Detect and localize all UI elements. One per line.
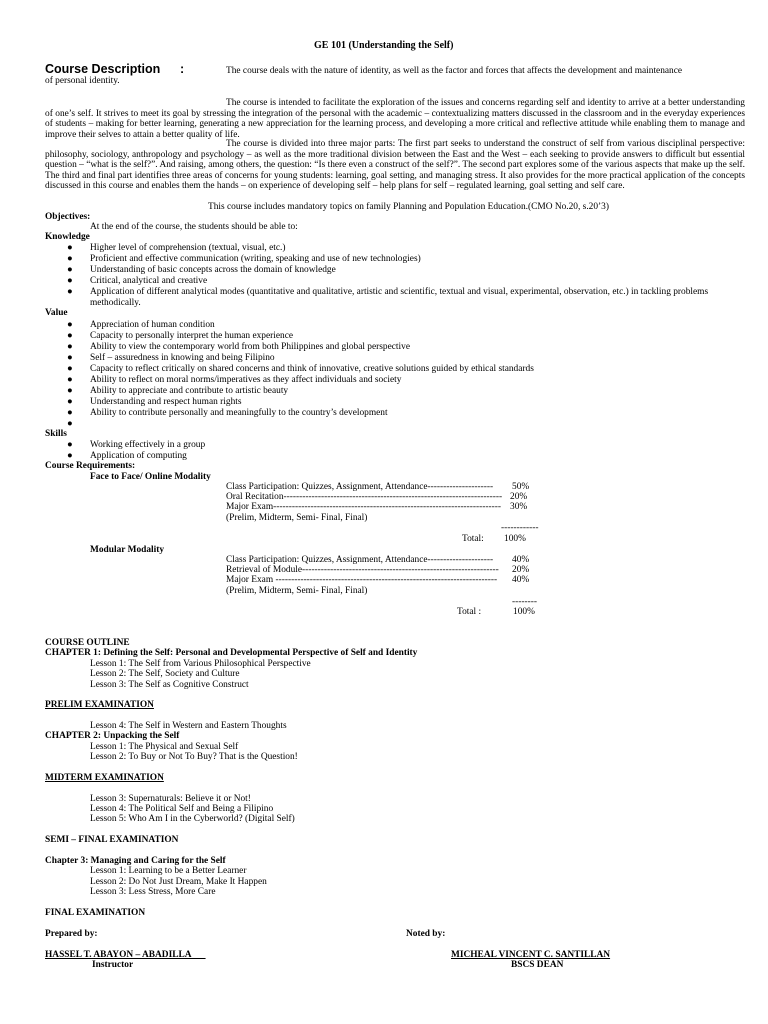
f2f-total-line: ------------ (501, 523, 539, 533)
description-paragraph-2: The course is intended to facilitate the exploration of the issues and concerns regarding self and identity to arrive at a better understanding of one’s self. It strives to meet its goal by stressing the integration of the personal with the academic – contextualizing matters discussed in the classroom and in the everyday experiences of students – making for better learning, generating a new appreciation for the learning process, and developing a more critical and reflective attitude while enabling them to manage and improve their selves to attain a better quality of life. (45, 98, 745, 140)
list-item: Lesson 3: Less Stress, More Care (90, 887, 216, 897)
f2f-row-2: Oral Recitation---------------------------------------------------------------------- (226, 492, 503, 502)
list-item: ● Working effectively in a group (67, 440, 206, 450)
list-item: ● Understanding of basic concepts across the domain of knowledge (67, 265, 336, 275)
f2f-total-label: Total: (462, 534, 484, 544)
list-item: ● Higher level of comprehension (textual, visual, etc.) (67, 243, 286, 253)
list-item: ● Appreciation of human condition (67, 320, 215, 330)
list-item: Lesson 2: The Self, Society and Culture (90, 669, 240, 679)
modular-row-1: Class Participation: Quizzes, Assignment, Attendance--------------------- (226, 555, 494, 565)
list-item: ● Capacity to reflect critically on shared concerns and think of innovative, creative solutions guided by ethical standards (67, 364, 534, 374)
objectives-label: Objectives: (45, 212, 91, 222)
skills-label: Skills (45, 429, 67, 439)
modular-total-label: Total : (457, 607, 482, 617)
list-item: ● Application of different analytical modes (quantitative and qualitative, artistic and scientific, textual and visual, experimental, observation, etc.) in tackling problems methodically. (67, 287, 709, 308)
course-outline-label: COURSE OUTLINE (45, 638, 130, 648)
skills-list (45, 440, 745, 462)
course-description-label: Course Description (45, 62, 161, 76)
description-paragraph-3: The course is divided into three major parts: The first part seeks to understand the construct of self from various disciplinal perspective: philosophy, sociology, anthropology and psychology – as well as the more traditional division between the East and the West – each seeking to provide answers to difficult but essential question – “what is the self?”. And raising, among others, the question: “Is there even a construct of the self?”. The second part explores some of the various aspects that make up the self. The third and final part identifies three areas of concerns for young students: learning, goal setting, and managing stress. It also provides for the more practical application of the concepts discussed in this course and enables them the hands – on experience of developing self – help plans for self – regulated learning, goal setting and self care. (45, 139, 745, 192)
semifinal-exam-heading: SEMI – FINAL EXAMINATION (45, 835, 179, 845)
modular-total-line: -------- (512, 597, 537, 607)
prelim-exam-heading: PRELIM EXAMINATION (45, 700, 154, 710)
list-item: ● Critical, analytical and creative (67, 276, 208, 286)
modular-row-3-pct: 40% (512, 575, 530, 585)
noter-role: BSCS DEAN (511, 960, 564, 970)
list-item: ● Self – assuredness in knowing and being Filipino (67, 353, 275, 363)
list-item: Lesson 3: The Self as Cognitive Construct (90, 680, 249, 690)
value-label: Value (45, 308, 68, 318)
preparer-name: HASSEL T. ABAYON – ABADILLA (45, 950, 192, 960)
modular-total-value: 100% (513, 607, 535, 617)
final-exam-heading: FINAL EXAMINATION (45, 908, 146, 918)
description-paragraph-4: This course includes mandatory topics on family Planning and Population Education.(CMO No.20, s.20’3) (208, 202, 609, 212)
f2f-row-3: Major Exam------------------------------------------------------------------------- (226, 502, 502, 512)
list-item: ● Capacity to personally interpret the human experience (67, 331, 294, 341)
list-item: Lesson 5: Who Am I in the Cyberworld? (Digital Self) (90, 814, 295, 824)
list-item: ● Application of computing (67, 451, 187, 461)
list-item: ● Ability to view the contemporary world from both Philippines and global perspective (67, 342, 410, 352)
modular-row-1-pct: 40% (512, 555, 530, 565)
list-item: ● Proficient and effective communication (writing, speaking and use of new technologies) (67, 254, 421, 264)
objectives-intro: At the end of the course, the students should be able to: (90, 222, 298, 232)
f2f-row-2-pct: 20% (510, 492, 528, 502)
list-item: Lesson 1: Learning to be a Better Learner (90, 866, 247, 876)
list-item: Lesson 3: Supernaturals: Believe it or Not! (90, 794, 251, 804)
f2f-row-3-pct: 30% (510, 502, 528, 512)
chapter-1-heading: CHAPTER 1: Defining the Self: Personal and Developmental Perspective of Self and Identity (45, 648, 418, 658)
list-item: ● Ability to appreciate and contribute to artistic beauty (67, 386, 289, 396)
description-line-1: The course deals with the nature of identity, as well as the factor and forces that affects the development and maintenance (226, 66, 683, 76)
f2f-row-1-pct: 50% (512, 482, 530, 492)
f2f-row-1: Class Participation: Quizzes, Assignment, Attendance--------------------- (226, 482, 494, 492)
list-item: ● Understanding and respect human rights (67, 397, 242, 407)
preparer-role: Instructor (92, 960, 134, 970)
knowledge-list (45, 243, 745, 309)
list-item: Lesson 1: The Physical and Sexual Self (90, 742, 239, 752)
chapter-3-heading: Chapter 3: Managing and Caring for the Self (45, 856, 226, 866)
list-item: Lesson 4: The Political Self and Being a Filipino (90, 804, 274, 814)
noter-name: MICHEAL VINCENT C. SANTILLAN (451, 950, 611, 960)
midterm-exam-heading: MIDTERM EXAMINATION (45, 773, 164, 783)
course-description-colon: : (180, 62, 185, 76)
knowledge-label: Knowledge (45, 232, 90, 242)
modular-note: (Prelim, Midterm, Semi- Final, Final) (226, 586, 368, 596)
list-item: ● Ability to reflect on moral norms/imperatives as they affect individuals and society (67, 375, 402, 385)
prepared-by-label: Prepared by: (45, 929, 98, 939)
modular-row-3: Major Exam ----------------------------------------------------------------------- (226, 575, 498, 585)
f2f-modality-label: Face to Face/ Online Modality (90, 472, 211, 482)
modular-row-2-pct: 20% (512, 565, 530, 575)
list-item: ● Ability to contribute personally and meaningfully to the country’s development (67, 408, 388, 418)
modular-row-2: Retrieval of Module--------------------------------------------------------------- (226, 565, 499, 575)
description-line-1b: of personal identity. (45, 76, 120, 86)
value-list: ● Appreciation of human condition ● Capacity to personally interpret the human experience ● Ability to view the contemporary world from both Philippines and global perspective ● Self – assuredness in knowing and being Filipino ● Capacity to reflect critically on shared concerns and think of innovative, creative solutions guided by ethical standards ● Ability to reflect on moral norms/imperatives as they affect individuals and society ● Ability to appreciate and contribute to artistic beauty ● Understanding and respect human rights ● Ability to contribute personally and meaningfully to the country’s development ● (45, 320, 745, 419)
chapter-2-heading: CHAPTER 2: Unpacking the Self (45, 731, 180, 741)
list-item: Lesson 1: The Self from Various Philosophical Perspective (90, 659, 311, 669)
noted-by-label: Noted by: (406, 929, 446, 939)
list-item: Lesson 2: Do Not Just Dream, Make It Happen (90, 877, 267, 887)
f2f-note: (Prelim, Midterm, Semi- Final, Final) (226, 513, 368, 523)
document-title: GE 101 (Understanding the Self) (314, 40, 454, 51)
f2f-total-value: 100% (504, 534, 526, 544)
modular-modality-label: Modular Modality (90, 545, 165, 555)
list-item: Lesson 2: To Buy or Not To Buy? That is the Question! (90, 752, 298, 762)
list-item: Lesson 4: The Self in Western and Eastern Thoughts (90, 721, 287, 731)
requirements-label: Course Requirements: (45, 461, 136, 471)
